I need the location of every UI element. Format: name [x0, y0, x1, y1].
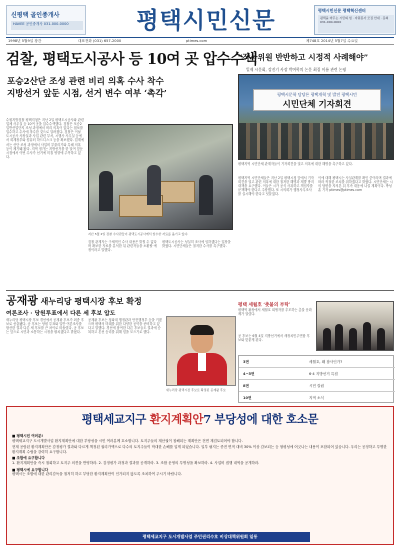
second-headline[interactable]: 공재광 새누리당 평택시장 후보 확정: [6, 294, 142, 307]
candidate-portrait[interactable]: [166, 316, 236, 386]
notice-signature: 평택세교지구 도시개발사업 주민권리수호 비상대책위원회 일동: [90, 532, 310, 542]
side-body-col4: 평택지역 시민단체들은 지난 2일 평택시청 앞에서 기자회견을 열고 관련 의혹에 대한 철저한 해명과 재발 방지 대책을 요구했다. 이들은 시가 공식 사과하고 책임자를 문책해야 한다고 주장했다. 또 시의회가 행정사무조사를 실시해야 한다고 덧붙였다.: [238, 176, 314, 197]
side-photo-caption: 평택지역 시민단체 관계자들이 기자회견을 열고 의혹에 대한 해명을 촉구하고 있다.: [238, 162, 353, 166]
lead-photo-caption: 지난 5월 2일 검찰 수사관들이 평택도시공사에서 압수한 자료를 옮기고 있다.: [88, 232, 189, 236]
index-row[interactable]: 10면 지역 소식: [243, 396, 325, 400]
notice-body: [12, 432, 388, 477]
left-ad-box[interactable]: [6, 5, 86, 35]
notice-p3-label: ■ 조합에 요구합니다: [12, 456, 45, 461]
right-ad-box[interactable]: [314, 5, 396, 35]
vigil-photo[interactable]: [316, 301, 394, 351]
lead-headline[interactable]: 검찰, 평택도시공사 등 10여 곳 압수수색: [6, 51, 258, 68]
lead-subhead-2: 지방선거 앞둔 시점, 선거 변수 여부 ‘촉각’: [7, 89, 167, 99]
lead-body-col3: 평택도시공사는 성실히 조사에 임하겠다는 입장을 밝혔다. 시민단체들은 철저한 수사를 촉구했다.: [162, 240, 231, 249]
notice-p2: 현재 공람된 환지계획안은 감정평가 결과와 다르게 책정된 권리가액으로 다수의 토지주들이 막대한 손해를 입게 되었습니다. 일부 필지는 종전 면적 대비 30% 이상 감보되는 등 형평성에 어긋나는 내용이 포함되어 있습니다. 우리는 공정하고 투명한 환지계획 수립을 강력히 요구합니다.: [12, 445, 387, 454]
section-index-box: [238, 355, 394, 403]
issue-founding: 1998년 5월9일 창간: [8, 39, 42, 43]
section-divider: [6, 290, 394, 291]
issue-edition: 제748호 2014년 5월7일 수요일: [306, 39, 358, 43]
portrait-caption: 새누리당 평택시장 후보로 확정된 공재광 후보: [166, 388, 226, 392]
notice-p1-label: ■ 평택시민 여러분!: [12, 434, 44, 438]
side-headline[interactable]: “작사위원 반반하고 시정적 사례해야”: [238, 53, 369, 62]
notice-p4-label: ■ 평택시에 요구합니다: [12, 467, 49, 472]
phone-number: 대표전화 (031) 657-2000: [78, 39, 122, 43]
lead-subhead-1: 포승2산단 조성 관련 비리 의혹 수사 착수: [7, 77, 164, 87]
notice-p1: 평택세교지구 도시개발사업 환지계획안에 대한 부당성을 시민 여러분께 호소합니다. 토지주들의 재산권이 침해되는 계획안은 전면 재검토되어야 합니다.: [12, 438, 243, 443]
lead-subheads: [7, 76, 167, 100]
second-body-col7: 공재광 후보는 청와대 행정관과 안전행정부 등을 거쳤으며 평택의 미래를 위한 다양한 공약을 준비하고 있다고 말했다. 경선에 참여한 다른 후보들도 결과에 승복하고 본선 승리를 위해 힘을 모으기로 했다.: [88, 318, 162, 335]
newspaper-title[interactable]: 평택시민신문: [136, 7, 276, 34]
side-subhead: 일제 시문회, 강진기 사장 박여학의 논문 최집 이름 관련 논평: [246, 67, 347, 72]
second-subhead: 여론조사 · 당원투표에서 다른 세 후보 압도: [6, 311, 116, 317]
right-ad-title: 평택시민신문 평택혁신센터: [318, 8, 366, 13]
left-ad-title: 신평택 골인종개사: [11, 12, 60, 19]
index-row[interactable]: 8면 시민 칼럼: [239, 380, 395, 392]
notice-p3: 1. 환지계획안을 즉시 철회하고 토지주 의견을 반영하라. 2. 감정평가 과정과 결과를 공개하라. 3. 조합 운영의 투명성을 확보하라. 4. 사업비 집행 내역을 공개하라.: [12, 460, 260, 465]
second-body-col6: 새누리당 평택시장 후보 경선에서 공재광 후보가 최종 후보로 선출됐다. 공 후보는 당원 투표와 일반 여론조사를 합산한 결과 다른 세 후보를 큰 차이로 따돌렸다. 공 후보는 앞으로 시민과 소통하는 시정을 펼치겠다고 밝혔다.: [6, 318, 84, 335]
index-row[interactable]: 3면 세월호, 왜 참사인가?: [239, 356, 395, 368]
second-body-col8: 공 후보는 6월 4일 지방선거에서 새정치민주연합 후보와 맞붙게 된다.: [238, 334, 310, 343]
notice-p4: 평택시는 조합에 대한 관리감독을 철저히 하고 부당한 환지계획안이 인가되지 않도록 조치하여 주시기 바랍니다.: [12, 472, 182, 477]
notice-title[interactable]: 평택세교지구 환지계획안7 부당성에 대한 호소문: [81, 412, 319, 426]
website[interactable]: ptimes.com: [186, 39, 208, 43]
side-body-col5: 이에 대해 평택시는 사실관계를 확인 중이라며 결과에 따라 적절한 조치를 취하겠다고 밝혔다. 시민단체는 시의 답변을 지켜본 뒤 후속 대응에 나설 계획이다. 박성훈 기자 ptimes@ptimes.com: [318, 176, 393, 193]
vigil-photo-title: 평택 세월호 ‘촛불의 부탁’: [238, 303, 291, 308]
left-ad-sub: HAVEE 공인중개사 031-000-0000: [11, 21, 83, 30]
press-conference-photo[interactable]: [238, 74, 394, 160]
lead-photo[interactable]: [88, 124, 233, 230]
lead-body-col2: 검찰 관계자는 구체적인 수사 내용은 밝힐 수 없다며 확보한 자료를 분석한 뒤 관련자들을 소환할 예정이라고 말했다.: [88, 240, 157, 253]
banner-sign: 평택시문학 담당론 평택개혁 및 발전 평택시민 시민단체 기자회견: [253, 89, 381, 111]
right-ad-sub: 평택을 바꾸는 시민의 힘 · 자원봉사 모집 안내 · 문의 031-000-0000: [318, 15, 394, 33]
lead-body-col1: 수원지방검찰 평택지청은 지난 2일 평택도시공사와 관련 업체 사무실 등 10여 곳을 압수수색했다. 검찰은 포승2일반산업단지 조성 과정에서 비리 의혹이 있다는 첩보를 입수하고 수사에 착수한 것으로 알려졌다. 검찰은 이날 도시공사 사장실과 사업 관련 부서, 시행사 사무실 등에서 회계장부와 컴퓨터 하드디스크 등을 확보했다. 업계에서는 산단 조성 과정에서 사업비 부풀리기와 특혜 의혹 등이 제기돼 왔다. 지역 정가는 지방선거를 한 달여 앞둔 시점에서 이번 수사가 선거에 미칠 영향에 주목하고 있다.: [6, 118, 84, 159]
vigil-photo-caption: 평택 세월호 ‘촛불의 부탁’ 평택역 광장에서 세월호 희생자를 추모하는 촛불 문화제가 열렸다.: [238, 303, 312, 317]
dateline: [6, 37, 394, 45]
index-row[interactable]: 4~5면 6·4 지방선거 특집: [239, 368, 395, 380]
